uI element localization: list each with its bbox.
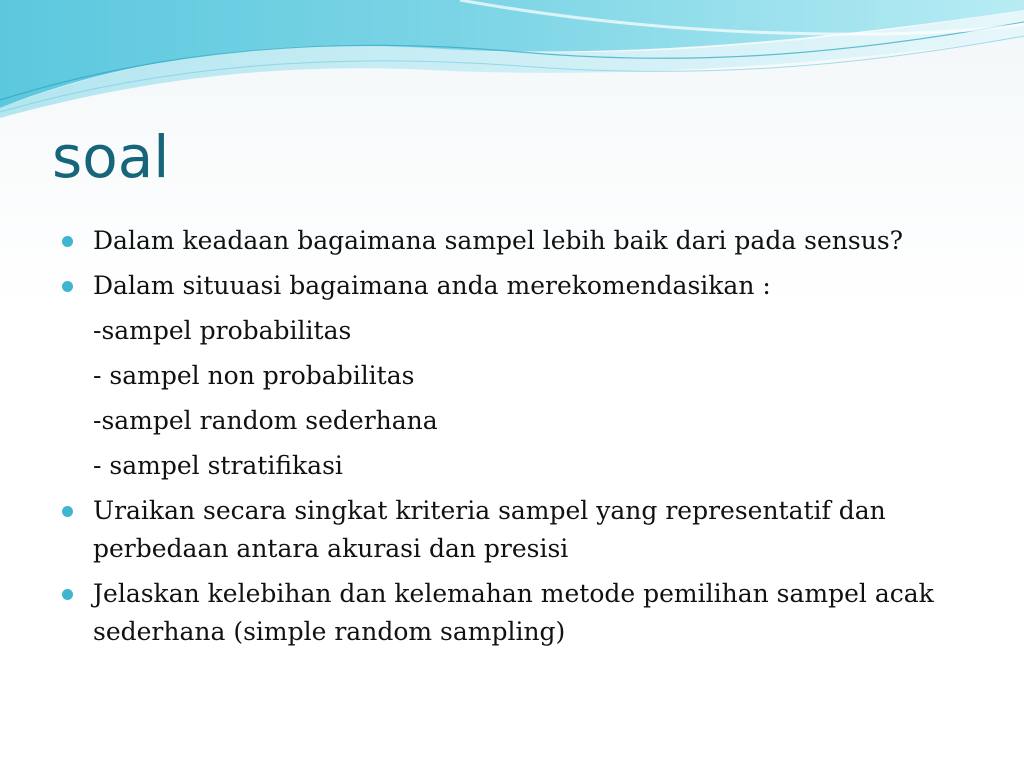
bullet-dot-icon — [62, 281, 73, 292]
sub-list-item — [60, 312, 980, 350]
list-item-text: -sampel random sederhana — [93, 406, 438, 435]
list-item-text: Dalam keadaan bagaimana sampel lebih baik dari pada sensus? — [93, 226, 904, 255]
bullet-dot-icon — [62, 506, 73, 517]
list-item-text: - sampel non probabilitas — [93, 361, 415, 390]
list-item-text: Jelaskan kelebihan dan kelemahan metode pemilihan sampel acak sederhana (simple random sampling) — [93, 579, 934, 646]
slide-title: soal — [52, 123, 170, 191]
sub-list-item — [60, 447, 980, 485]
list-item — [60, 575, 980, 651]
list-item-text: - sampel stratifikasi — [93, 451, 343, 480]
sub-list-item — [60, 357, 980, 395]
list-item-text: -sampel probabilitas — [93, 316, 352, 345]
list-item — [60, 222, 980, 260]
bullet-dot-icon — [62, 589, 73, 600]
slide-body — [60, 222, 980, 658]
header-wave-decoration — [0, 0, 1024, 120]
list-item — [60, 267, 980, 305]
list-item — [60, 492, 980, 568]
sub-list-item — [60, 402, 980, 440]
list-item-text: Uraikan secara singkat kriteria sampel yang representatif dan perbedaan antara akurasi dan presisi — [93, 496, 886, 563]
list-item-text: Dalam situuasi bagaimana anda merekomendasikan : — [93, 271, 771, 300]
bullet-dot-icon — [62, 236, 73, 247]
